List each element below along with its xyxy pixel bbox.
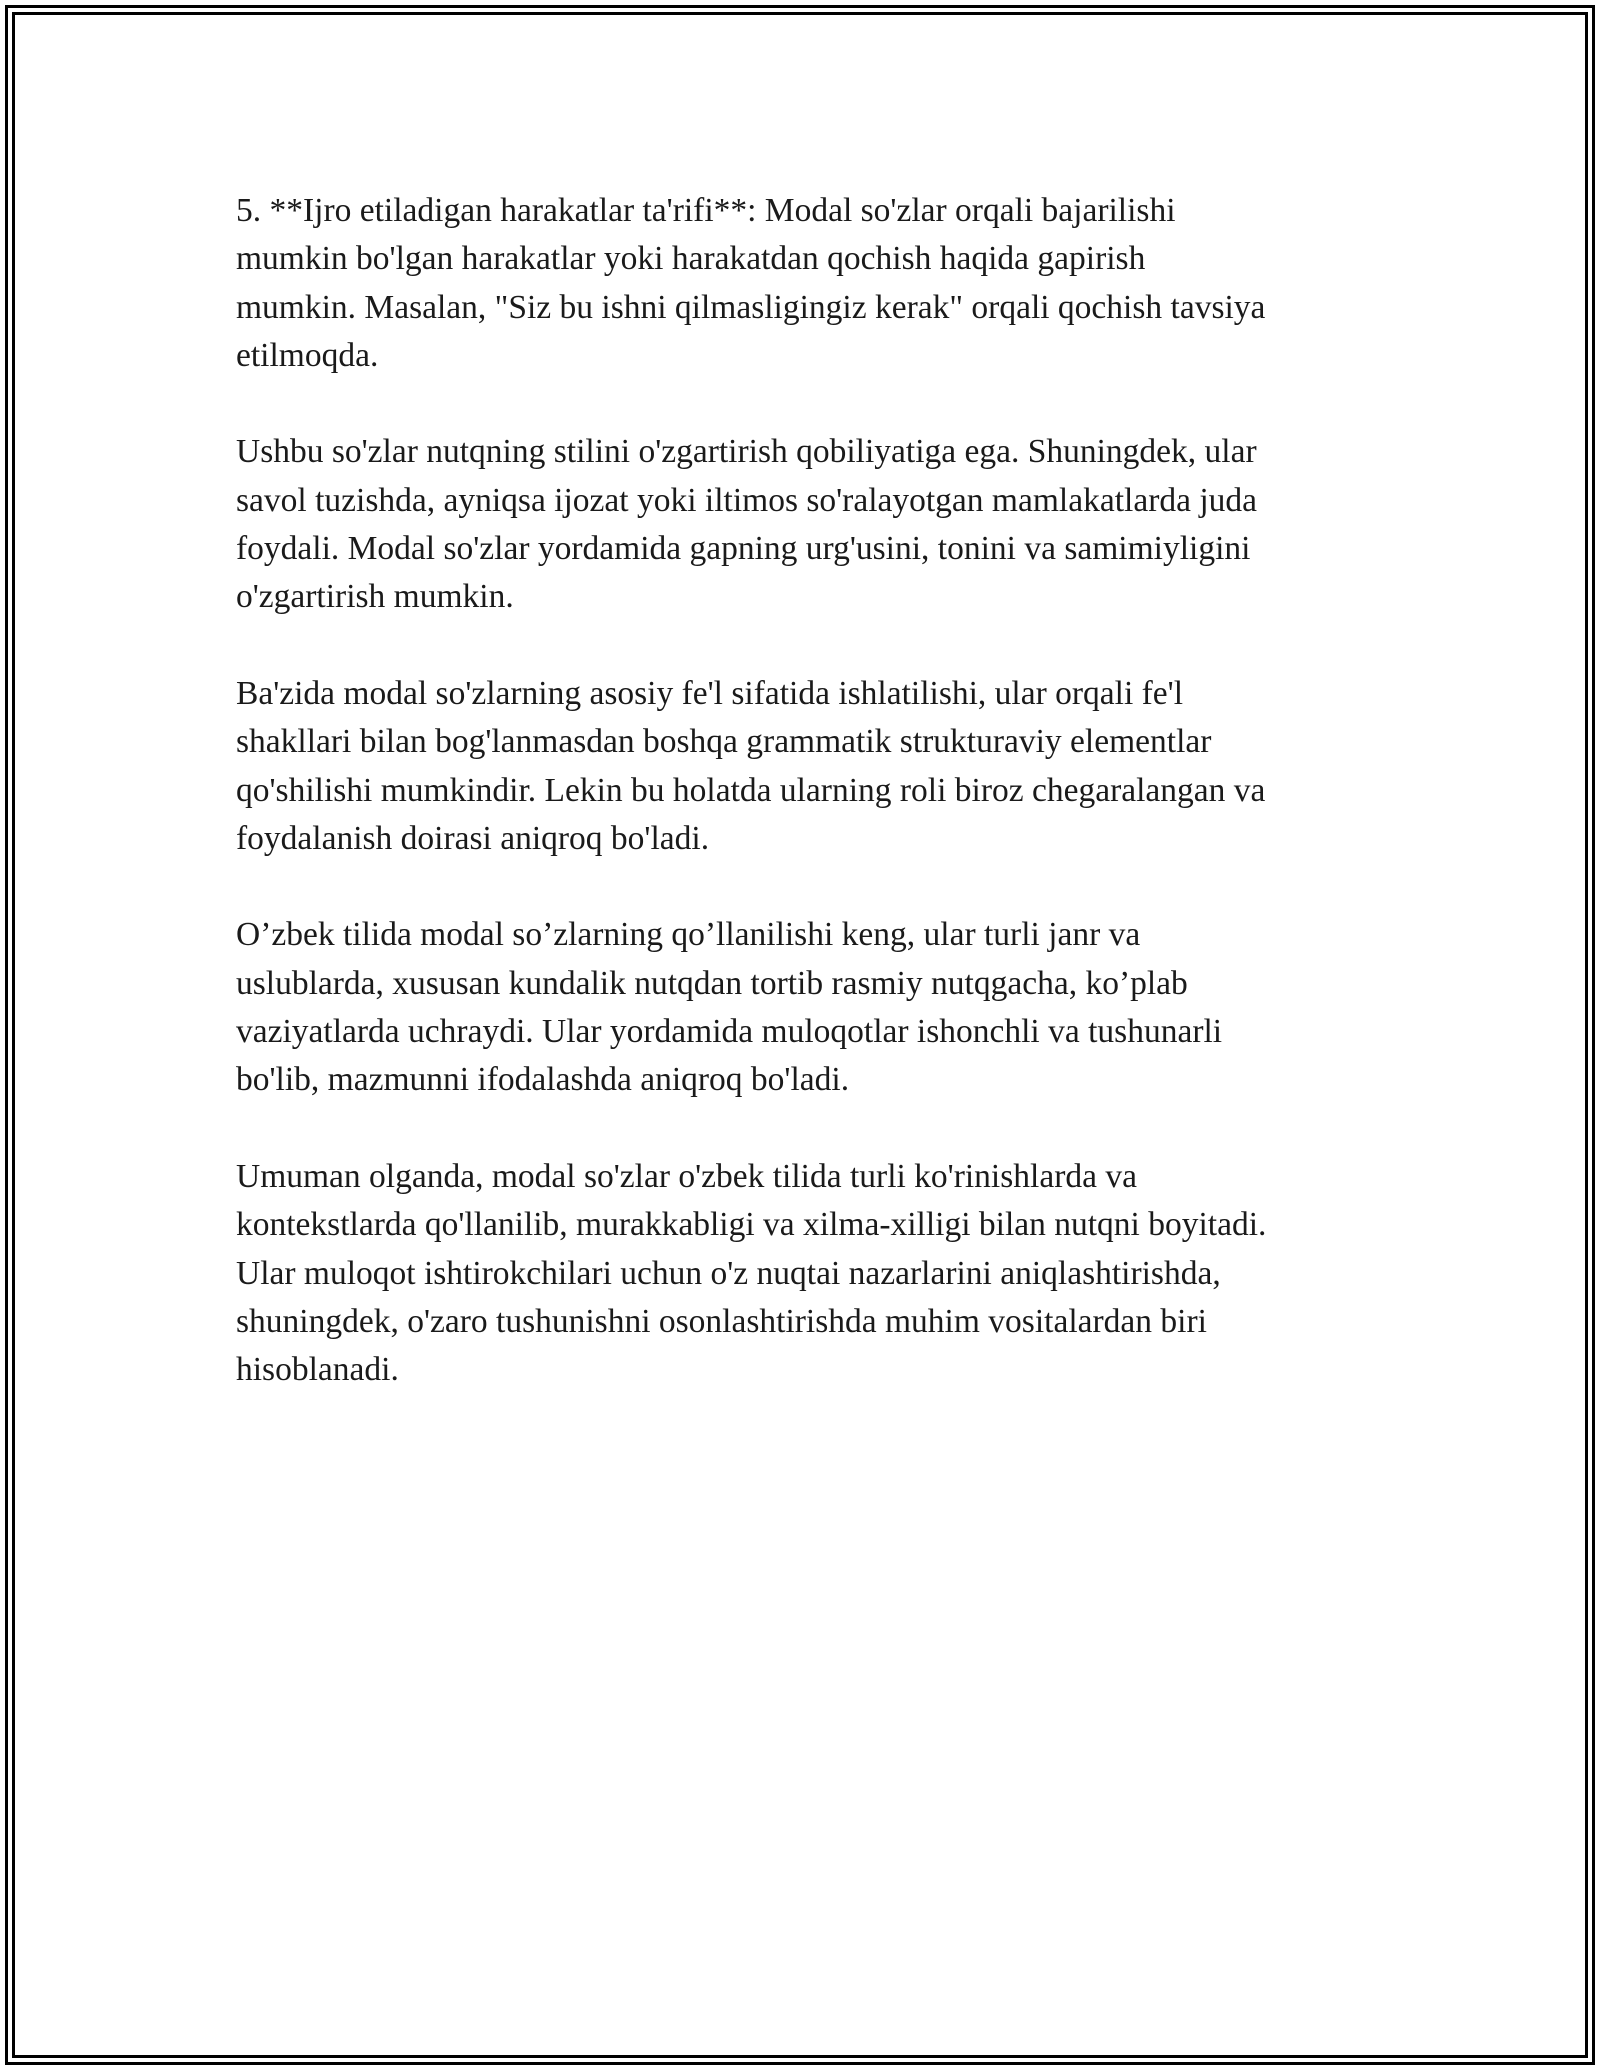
- text-line: Umuman olganda, modal so'zlar o'zbek tilida turli ko'rinishlarda va: [236, 1157, 1137, 1195]
- text-line: vaziyatlarda uchraydi. Ular yordamida muloqotlar ishonchli va tushunarli: [236, 1013, 1223, 1051]
- text-line: Ba'zida modal so'zlarning asosiy fe'l sifatida ishlatilishi, ular orqali fe'l: [236, 674, 1184, 712]
- text-line: hisoblanadi.: [236, 1351, 399, 1389]
- text-line: mumkin. Masalan, "Siz bu ishni qilmasligingiz kerak" orqali qochish tavsiya: [236, 288, 1266, 326]
- text-line: Ushbu so'zlar nutqning stilini o'zgartirish qobiliyatiga ega. Shuningdek, ular: [236, 433, 1257, 471]
- text-line: bo'lib, mazmunni ifodalashda aniqroq bo'ladi.: [236, 1061, 850, 1099]
- text-line: shakllari bilan bog'lanmasdan boshqa grammatik strukturaviy elementlar: [236, 723, 1212, 761]
- paragraph-4: [236, 911, 1376, 1104]
- paragraph-1: [236, 187, 1376, 380]
- text-line: savol tuzishda, ayniqsa ijozat yoki iltimos so'ralayotgan mamlakatlarda juda: [236, 481, 1258, 519]
- paragraph-2: [236, 428, 1376, 621]
- text-line: shuningdek, o'zaro tushunishni osonlashtirishda muhim vositalardan biri: [236, 1302, 1207, 1340]
- text-line: Ular muloqot ishtirokchilari uchun o'z nuqtai nazarlarini aniqlashtirishda,: [236, 1254, 1221, 1292]
- paragraph-3: [236, 670, 1376, 863]
- text-line: mumkin bo'lgan harakatlar yoki harakatdan qochish haqida gapirish: [236, 240, 1146, 278]
- text-line: kontekstlarda qo'llanilib, murakkabligi va xilma-xilligi bilan nutqni boyitadi.: [236, 1206, 1267, 1244]
- paragraph-5: [236, 1153, 1376, 1394]
- text-line: uslublarda, xususan kundalik nutqdan tortib rasmiy nutqgacha, ko’plab: [236, 964, 1188, 1002]
- text-line: qo'shilishi mumkindir. Lekin bu holatda ularning roli biroz chegaralangan va: [236, 771, 1266, 809]
- document-body: [236, 187, 1376, 1443]
- text-line: o'zgartirish mumkin.: [236, 578, 514, 616]
- text-line: foydalanish doirasi aniqroq bo'ladi.: [236, 819, 710, 857]
- text-line: etilmoqda.: [236, 336, 379, 374]
- text-line: foydali. Modal so'zlar yordamida gapning urg'usini, tonini va samimiyligini: [236, 530, 1251, 568]
- text-line: 5. **Ijro etiladigan harakatlar ta'rifi**: Modal so'zlar orqali bajarilishi: [236, 192, 1176, 229]
- text-line: O’zbek tilida modal so’zlarning qo’llanilishi keng, ular turli janr va: [236, 916, 1141, 954]
